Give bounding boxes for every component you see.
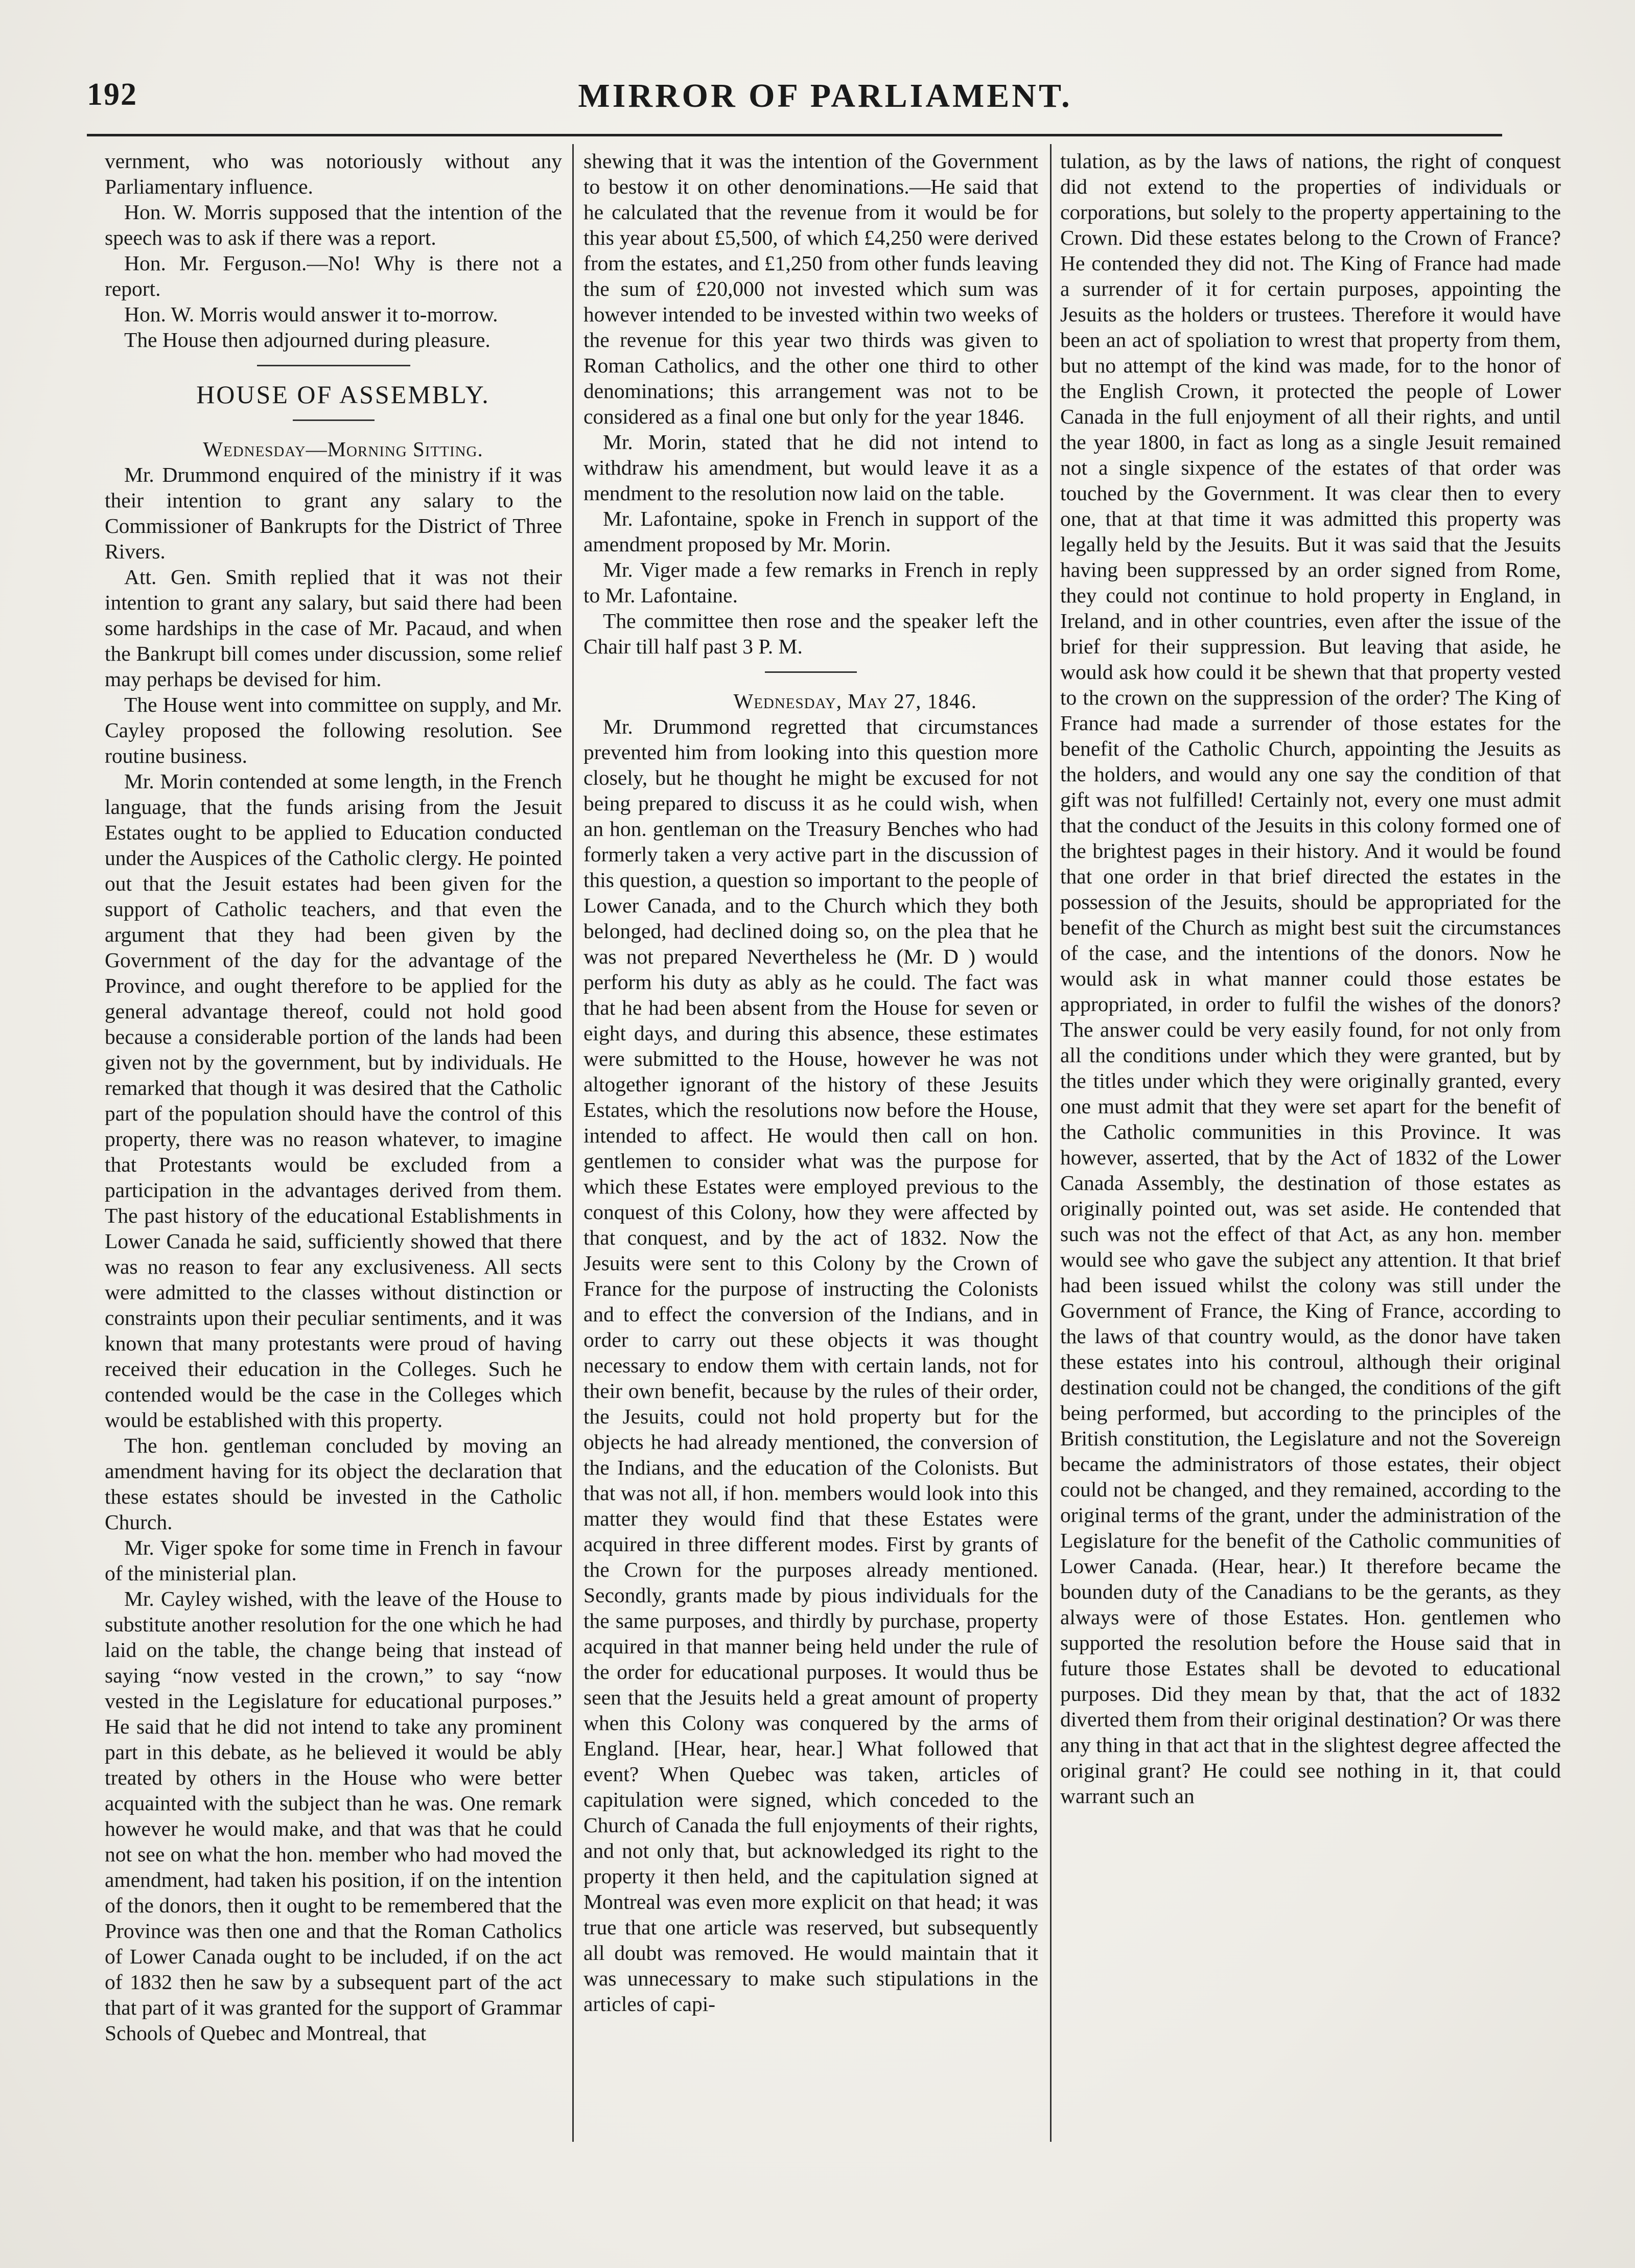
column-3 bbox=[1060, 148, 1561, 2192]
column-divider-1 bbox=[572, 144, 574, 2142]
paragraph: Mr. Viger made a few remarks in French in reply to Mr. Lafontaine. bbox=[583, 558, 1038, 607]
header-rule bbox=[87, 134, 1502, 136]
column-divider-2 bbox=[1050, 144, 1052, 2142]
paragraph: Hon. Mr. Ferguson.—No! Why is there not a report. bbox=[105, 251, 562, 300]
paragraph: Mr. Lafontaine, spoke in French in support of the amendment proposed by Mr. Morin. bbox=[583, 507, 1038, 556]
section-rule bbox=[257, 365, 410, 366]
paragraph: Mr. Drummond regretted that circumstances prevented him from looking into this question more closely, but he thought he might be excused for not being prepared to discuss it as he could wish, when an hon. gentleman on the Treasury Benches who had formerly taken a very active part in the discussion of this question, a question so important to the people of Lower Canada, and to the Church which they both belonged, had declined doing so, on the plea that he was not prepared Nevertheless he (Mr. D ) would perform his duty as ably as he could. The fact was that he had been absent from the House for seven or eight days, and during this absence, these estimates were submitted to the House, however he was not altogether ignorant of the history of these Jesuits Estates, which the resolutions now before the House, intended to affect. He would then call on hon. gentlemen to consider what was the purpose for which these Estates were employed previous to the conquest of this Colony, how they were affected by that conquest, and by the act of 1832. Now the Jesuits were sent to this Colony by the Crown of France for the purpose of instructing the Colonists and to effect the conversion of the Indians, and in order to carry out these objects it was thought necessary to endow them with certain lands, not for their own benefit, because by the rules of their order, the Jesuits, could not hold property but for the objects he had already mentioned, the conversion of the Indians, and the education of the Colonists. But that was not all, if hon. members would look into this matter they would find that these Estates were acquired in three different modes. First by grants of the Crown for the purposes already mentioned. Secondly, grants made by pious individuals for the the same purposes, and thirdly by purchase, property acquired in that manner being held under the rule of the order for educational purposes. It would thus be seen that the Jesuits held a great amount of property when this Colony was conquered by the arms of England. [Hear, hear, hear.] What followed that event? When Quebec was taken, articles of capitulation were signed, which conceded to the Church of Canada the full enjoyments of their rights, and not only that, but acknowledged its right to the property it then held, and the capitulation signed at Montreal was even more explicit on that head; it was true that one article was reserved, but subsequently all doubt was removed. He would maintain that it was unnecessary to make such stipulations in the articles of capi- bbox=[583, 715, 1038, 2016]
paragraph: Mr. Drummond enquired of the ministry if it was their intention to grant any salary to the Commissioner of Bankrupts for the District of Three Rivers. bbox=[105, 463, 562, 563]
paragraph: Hon. W. Morris would answer it to-morrow. bbox=[124, 302, 498, 326]
paragraph: shewing that it was the intention of the Government to bestow it on other denominations.—He said that he calculated that the revenue from it would be for this year about £5,500, of which £4,250 were derived from the estates, and £1,250 from other funds leaving the sum of £20,000 not invested which sum was however intended to be invested within two weeks of the revenue for this year two thirds was given to Roman Catholics, and the other one third to other denominations; this arrangement was not to be considered as a final one but only for the year 1846. bbox=[583, 149, 1038, 428]
paragraph: Mr. Viger spoke for some time in French in favour of the ministerial plan. bbox=[105, 1536, 562, 1585]
paragraph: Mr. Cayley wished, with the leave of the House to substitute another resolution for the one which he had laid on the table, the change being that instead of saying “now vested in the crown,” to say “now vested in the Legislature for educational purposes.” He said that he did not intend to take any prominent part in this debate, as he believed it would be ably treated by others in the House who were better acquainted with the subject than he was. One remark however he would make, and that was that he could not see on what the hon. member who had moved the amendment, had taken his position, if on the intention of the donors, then it ought to be remembered that the Province was then one and that the Roman Catholics of Lower Canada ought to be included, if on the act of 1832 then he saw by a subsequent part of the act that part of it was granted for the support of Grammar Schools of Quebec and Montreal, that bbox=[105, 1587, 562, 2045]
paragraph: Mr. Morin, stated that he did not intend to withdraw his amendment, but would leave it as a mendment to the resolution now laid on the table. bbox=[583, 430, 1038, 505]
paragraph: vernment, who was notoriously without any Parliamentary influence. bbox=[105, 149, 562, 198]
paragraph: Att. Gen. Smith replied that it was not their intention to grant any salary, but said there had been some hardships in the case of Mr. Pacaud, and when the Bankrupt bill comes under discussion, some relief may perhaps be devised for him. bbox=[105, 565, 562, 691]
paragraph: Hon. W. Morris supposed that the intention of the speech was to ask if there was a report. bbox=[105, 200, 562, 249]
page-header bbox=[87, 77, 1563, 133]
paragraph: The committee then rose and the speaker left the Chair till half past 3 P. M. bbox=[583, 609, 1038, 658]
column-1 bbox=[105, 148, 562, 2192]
paragraph: The House went into committee on supply, and Mr. Cayley proposed the following resolution. See routine business. bbox=[105, 693, 562, 767]
paragraph: The House then adjourned during pleasure. bbox=[124, 328, 491, 352]
section-rule bbox=[765, 671, 857, 673]
dateline: Wednesday, May 27, 1846. bbox=[733, 689, 977, 713]
paragraph: tulation, as by the laws of nations, the right of conquest did not extend to the properties of individuals or corporations, but solely to the property appertaining to the Crown. Did these estates belong to the Crown of France? He contended they did not. The King of France had made a surrender of it for certain purposes, appointing the Jesuits as the holders or trustees. Therefore it would have been an act of spoliation to wrest that property from them, but no attempt of the kind was made, for to the honor of the English Crown, it protected the people of Lower Canada in the full enjoyment of all their rights, and until the year 1800, in fact as long as a single Jesuit remained not a single sixpence of the estates of that order was touched by the Government. It was clear then to every one, that at that time it was admitted this property was legally held by the Jesuits. But it was said that the Jesuits having been suppressed by an order signed from Rome, they could not continue to hold property in England, in Ireland, and in other countries, even after the issue of the brief for their suppression. But leaving that aside, he would ask how could it be shewn that that property vested to the crown on the suppression of the order? The King of France had made a surrender of those estates for the benefit of the Catholic Church, appointing the Jesuits as the holders, and would any one say the condition of that gift was not fulfilled! Certainly not, every one must admit that the conduct of the Jesuits in this colony formed one of the brightest pages in their history. And it would be found that one order in that brief directed the estates in the possession of the Jesuits, should be appropriated for the benefit of the Church as might best suit the circumstances of the case, and the intentions of the donors. Now he would ask in what manner could those estates be appropriated, in order to fulfil the wishes of the donors? The answer could be very easily found, for not only from all the conditions under which they were granted, but by the titles under which they were originally granted, every one must admit that they were set apart for the benefit of the Catholic communities in this Province. It was however, asserted, that by the Act of 1832 of the Lower Canada Assembly, the destination of those estates as originally pointed out, was set aside. He contended that such was not the effect of that Act, as any hon. member would see who gave the subject any attention. It that brief had been issued whilst the colony was still under the Government of France, the King of France, according to the laws of that country would, as the donor have taken these estates into his controul, although their original destination could not be changed, the conditions of the gift being performed, but according to the principles of the British constitution, the Legislature and not the Sovereign became the administrators of those estates, their object could not be changed, and they remained, according to the original terms of the grant, under the administration of the Legislature for the benefit of the Catholic communities of Lower Canada. (Hear, hear.) It therefore became the bounden duty of the Canadians to be the gerants, as they always were of those Estates. Hon. gentlemen who supported the resolution before the House said that in future those Estates shall be devoted to educational purposes. Did they mean by that, that the act of 1832 diverted them from their original destination? Or was there any thing in that act that in the slightest degree affected the original grant? He could see nothing in it, that could warrant such an bbox=[1060, 149, 1561, 1808]
page-number: 192 bbox=[87, 77, 137, 112]
paragraph: The hon. gentleman concluded by moving an amendment having for its object the declaration that these estates should be invested in the Catholic Church. bbox=[105, 1434, 562, 1534]
section-rule bbox=[293, 419, 375, 421]
section-heading: HOUSE OF ASSEMBLY. bbox=[196, 380, 490, 409]
column-2 bbox=[583, 148, 1038, 2192]
dateline: Wednesday—Morning Sitting. bbox=[203, 437, 483, 461]
running-title: MIRROR OF PARLIAMENT. bbox=[578, 77, 1072, 114]
paragraph: Mr. Morin contended at some length, in the French language, that the funds arising from the Jesuit Estates ought to be applied to Education conducted under the Auspices of the Catholic clergy. He pointed out that the Jesuit estates had been given for the support of Catholic teachers, and that even the argument that they had been given by the Government of the day for the advantage of the Province, and ought therefore to be applied for the general advantage thereof, could not hold good because a considerable portion of the lands had been given not by the government, but by individuals. He remarked that though it was desired that the Catholic part of the population should have the control of this property, there was no reason whatever, to imagine that Protestants would be excluded from a participation in the advantages derived from them. The past history of the educational Establishments in Lower Canada he said, sufficiently showed that there was no reason to fear any exclusiveness. All sects were admitted to the classes without distinction or constraints upon their peculiar sentiments, and it was known that many protestants were proud of having received their education in the Colleges. Such he contended would be the case in the Colleges which would be established with this property. bbox=[105, 769, 562, 1432]
